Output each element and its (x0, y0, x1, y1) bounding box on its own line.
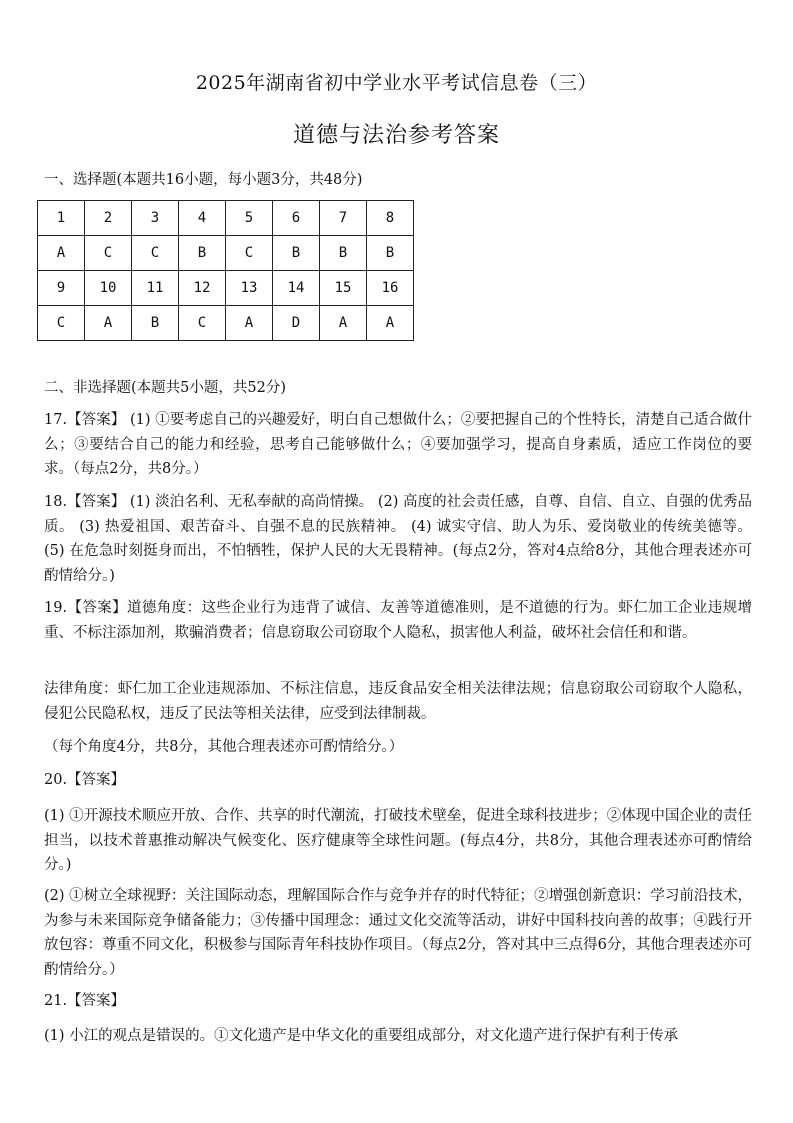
answer-cell: D (273, 306, 320, 341)
table-row (38, 306, 414, 341)
answer-19-moral: 19.【答案】道德角度：这些企业行为违背了诚信、友善等道德准则，是不道德的行为。虾仁加工企业违规增重、不标注添加剂，欺骗消费者；信息窃取公司窃取个人隐私，损害他人利益，破坏社会信任和和谐。 (44, 600, 752, 641)
answer-cell: B (273, 236, 320, 271)
question-number-cell: 8 (367, 201, 414, 236)
answer-20-part1: (1) ①开源技术顺应开放、合作、共享的时代潮流，打破技术壁垒，促进全球科技进步；②体现中国企业的责任担当，以技术普惠推动解决气候变化、医疗健康等全球性问题。(每点4分，共8分，其他合理表述亦可酌情给分。) (44, 808, 752, 873)
answer-cell: A (320, 306, 367, 341)
answer-cell: C (38, 306, 85, 341)
answer-cell: B (320, 236, 367, 271)
answer-19-legal: 法律角度：虾仁加工企业违规添加、不标注信息，违反食品安全相关法律法规；信息窃取公司窃取个人隐私，侵犯公民隐私权，违反了民法等相关法律，应受到法律制裁。 (44, 681, 752, 722)
answer-cell: C (179, 306, 226, 341)
question-number-cell: 5 (226, 201, 273, 236)
answer-21-part1: (1) 小江的观点是错误的。①文化遗产是中华文化的重要组成部分，对文化遗产进行保护有利于传承 (44, 1028, 679, 1044)
exam-title: 2025年湖南省初中学业水平考试信息卷（三） (195, 72, 598, 94)
question-number-cell: 12 (179, 271, 226, 306)
question-number-cell: 7 (320, 201, 367, 236)
answer-cell: B (179, 236, 226, 271)
question-number-cell: 2 (85, 201, 132, 236)
question-number-cell: 9 (38, 271, 85, 306)
answer-18: 18.【答案】 (1) 淡泊名利、无私奉献的高尚情操。 (2) 高度的社会责任感，自尊、自信、自立、自强的优秀品质。 (3) 热爱祖国、艰苦奋斗、自强不息的民族精神。 (4) 诚实守信、助人为乐、爱岗敬业的传统美德等。 (5) 在危急时刻挺身而出，不怕牺牲，保护人民的大无畏精神。(每点2分，答对4点给8分，其他合理表述亦可酌情给分。) (44, 494, 752, 584)
question-number-cell: 14 (273, 271, 320, 306)
question-number-cell: 15 (320, 271, 367, 306)
question-number-cell: 1 (38, 201, 85, 236)
answer-cell: A (38, 236, 85, 271)
section-two-heading: 二、非选择题(本题共5小题，共52分) (44, 380, 286, 396)
answer-cell: C (85, 236, 132, 271)
question-number-cell: 4 (179, 201, 226, 236)
answer-20-heading: 20.【答案】 (44, 772, 126, 788)
table-row (38, 201, 414, 236)
section-one-heading: 一、选择题(本题共16小题，每小题3分，共48分) (44, 172, 363, 188)
answer-cell: C (132, 236, 179, 271)
answer-21-heading: 21.【答案】 (44, 993, 126, 1009)
answer-table (37, 200, 414, 341)
answer-cell: A (85, 306, 132, 341)
question-number-cell: 3 (132, 201, 179, 236)
answer-cell: C (226, 236, 273, 271)
question-number-cell: 13 (226, 271, 273, 306)
answer-key-subtitle: 道德与法治参考答案 (292, 123, 500, 148)
table-row (38, 236, 414, 271)
answer-cell: B (132, 306, 179, 341)
question-number-cell: 16 (367, 271, 414, 306)
answer-cell: B (367, 236, 414, 271)
answer-cell: A (367, 306, 414, 341)
question-number-cell: 11 (132, 271, 179, 306)
question-number-cell: 10 (85, 271, 132, 306)
answer-17: 17.【答案】 (1) ①要考虑自己的兴趣爱好，明白自己想做什么；②要把握自己的个性特长，清楚自己适合做什么；③要结合自己的能力和经验，思考自己能够做什么；④要加强学习，提高自身素质，适应工作岗位的要求。（每点2分，共8分。） (44, 412, 752, 477)
question-number-cell: 6 (273, 201, 320, 236)
answer-cell: A (226, 306, 273, 341)
table-row (38, 271, 414, 306)
answer-20-part2: (2) ①树立全球视野：关注国际动态，理解国际合作与竞争并存的时代特征；②增强创新意识：学习前沿技术，为参与未来国际竞争储备能力；③传播中国理念：通过文化交流等活动，讲好中国科技向善的故事；④践行开放包容：尊重不同文化，积极参与国际青年科技协作项目。（每点2分，答对其中三点得6分，其他合理表述亦可酌情给分。） (44, 888, 752, 978)
answer-19-scoring: （每个角度4分，共8分，其他合理表述亦可酌情给分。） (44, 739, 404, 755)
